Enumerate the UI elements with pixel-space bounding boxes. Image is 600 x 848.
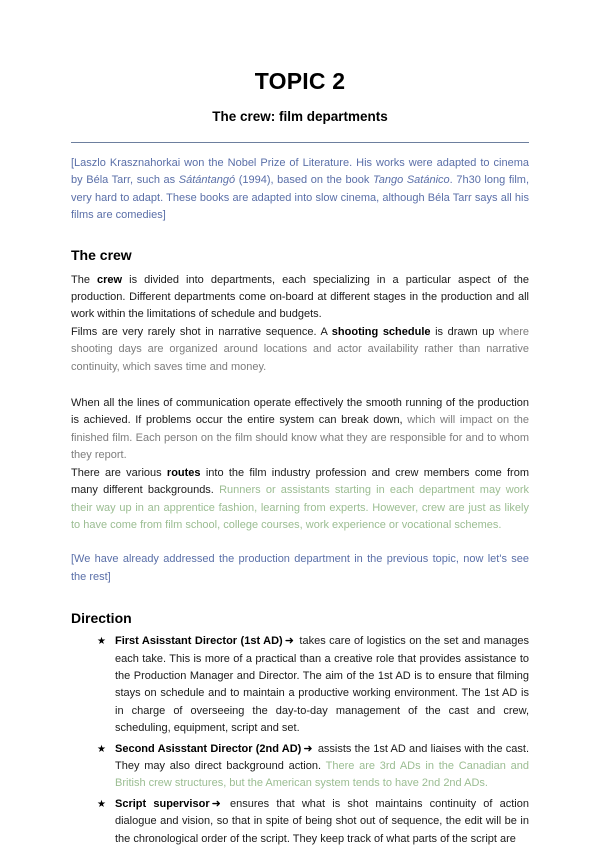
intro-note-italic-tango-satanico: Tango Satánico: [373, 174, 450, 187]
list-item: [71, 633, 529, 737]
crew-p4-green-run: Runners or assistants starting in each department may work their way up in an apprentice fashion, learning from experts. However, crew are just as likely to have come from film school, college courses, work experience or vocational schemes.: [71, 484, 529, 531]
crew-p1-seg1: The: [71, 273, 98, 286]
role-term: First Asisstant Director (1st AD): [115, 635, 283, 648]
crew-p3-seg1: When all the lines of communication operate effectively the smooth running of the production is achieved. If problems occur the entire system can break down,: [71, 397, 529, 427]
list-item: [71, 741, 529, 793]
role-term: Second Asisstant Director (2nd AD): [115, 742, 302, 755]
crew-p4-bold-routes: routes: [166, 466, 201, 479]
crew-p2-bold-shooting-schedule: shooting schedule: [331, 325, 431, 338]
crew-paragraph-1: [71, 263, 529, 324]
crew-p2-gray-run: where shooting days are organized around locations and actor availability rather than narrative continuity, which saves time and money.: [71, 325, 529, 373]
crew-paragraph-4: [71, 465, 529, 535]
crew-p4-seg2: into the film industry profession and crew members come from many different backgrounds.: [71, 466, 530, 497]
star-icon: ★: [97, 636, 106, 648]
list-item: [71, 796, 529, 848]
section-heading-direction: Direction: [71, 610, 132, 627]
intro-note: [71, 143, 529, 225]
role-description-green-run: There are 3rd ADs in the Canadian and British crew structures, but the American system tends to have 2nd 2nd ADs.: [115, 759, 529, 790]
arrow-right-icon: ➜: [284, 635, 294, 648]
intro-note-italic-satantango: Sátántangó: [178, 174, 236, 187]
direction-role-list: [71, 626, 529, 848]
intro-note-seg3: . 7h30 long film, very hard to adapt. These books are adapted into slow cinema, although Béla Tarr says all his films are comedies]: [71, 174, 530, 222]
arrow-right-icon: ➜: [211, 797, 221, 810]
star-icon: ★: [97, 743, 106, 755]
crew-p2-seg1: Films are very rarely shot in narrative sequence. A: [71, 325, 332, 338]
crew-p4-seg1: There are various: [71, 466, 167, 479]
role-description: takes care of logistics on the set and manages each take. This is more of a practical than a creative role that provides assistance to the Production Manager and Director. The aim of the 1st AD is to ensure that filming stays on schedule and to maintain a productive working environment. The 1st AD is in charge of overseeing the day-to-day management of the cast and crew, scheduling, equipment, script and set.: [115, 635, 529, 735]
crew-p3-gray-run: which will impact on the finished film. Each person on the film should know what they are responsible for and to whom they report.: [71, 414, 529, 462]
intro-note-seg1: [Laszlo Krasznahorkai won the Nobel Prize of Literature. His works were adapted to cinema by Béla Tarr, such as: [71, 157, 529, 187]
page-subtitle: The crew: film departments: [212, 109, 388, 124]
arrow-right-icon: ➜: [303, 742, 313, 755]
role-description: assists the 1st AD and liaises with the cast. They may also direct background action.: [115, 742, 530, 772]
role-description: ensures that what is shot maintains continuity of action dialogue and vision, so that in spite of being shot out of sequence, the edit will be in the chronological order of the script. They keep track of what parts of the script are: [115, 797, 529, 845]
production-department-note: [We have already addressed the production department in the previous topic, now let's see the rest]: [71, 553, 529, 583]
crew-paragraph-3: [71, 376, 529, 465]
section-heading-the-crew: The crew: [71, 246, 132, 263]
crew-p2-seg2: is drawn up: [430, 325, 500, 338]
page-title: TOPIC 2: [254, 68, 346, 94]
star-icon: ★: [97, 798, 106, 810]
intro-note-seg2: (1994), based on the book: [235, 174, 374, 187]
crew-p1-seg2: is divided into departments, each specializing in a particular aspect of the production. Different departments come on-board at different stages in the production and all work within the limitations of schedule and budgets.: [71, 273, 529, 321]
crew-p1-bold-crew: crew: [97, 273, 123, 286]
role-term: Script supervisor: [115, 797, 210, 810]
crew-paragraph-2: [71, 324, 529, 376]
